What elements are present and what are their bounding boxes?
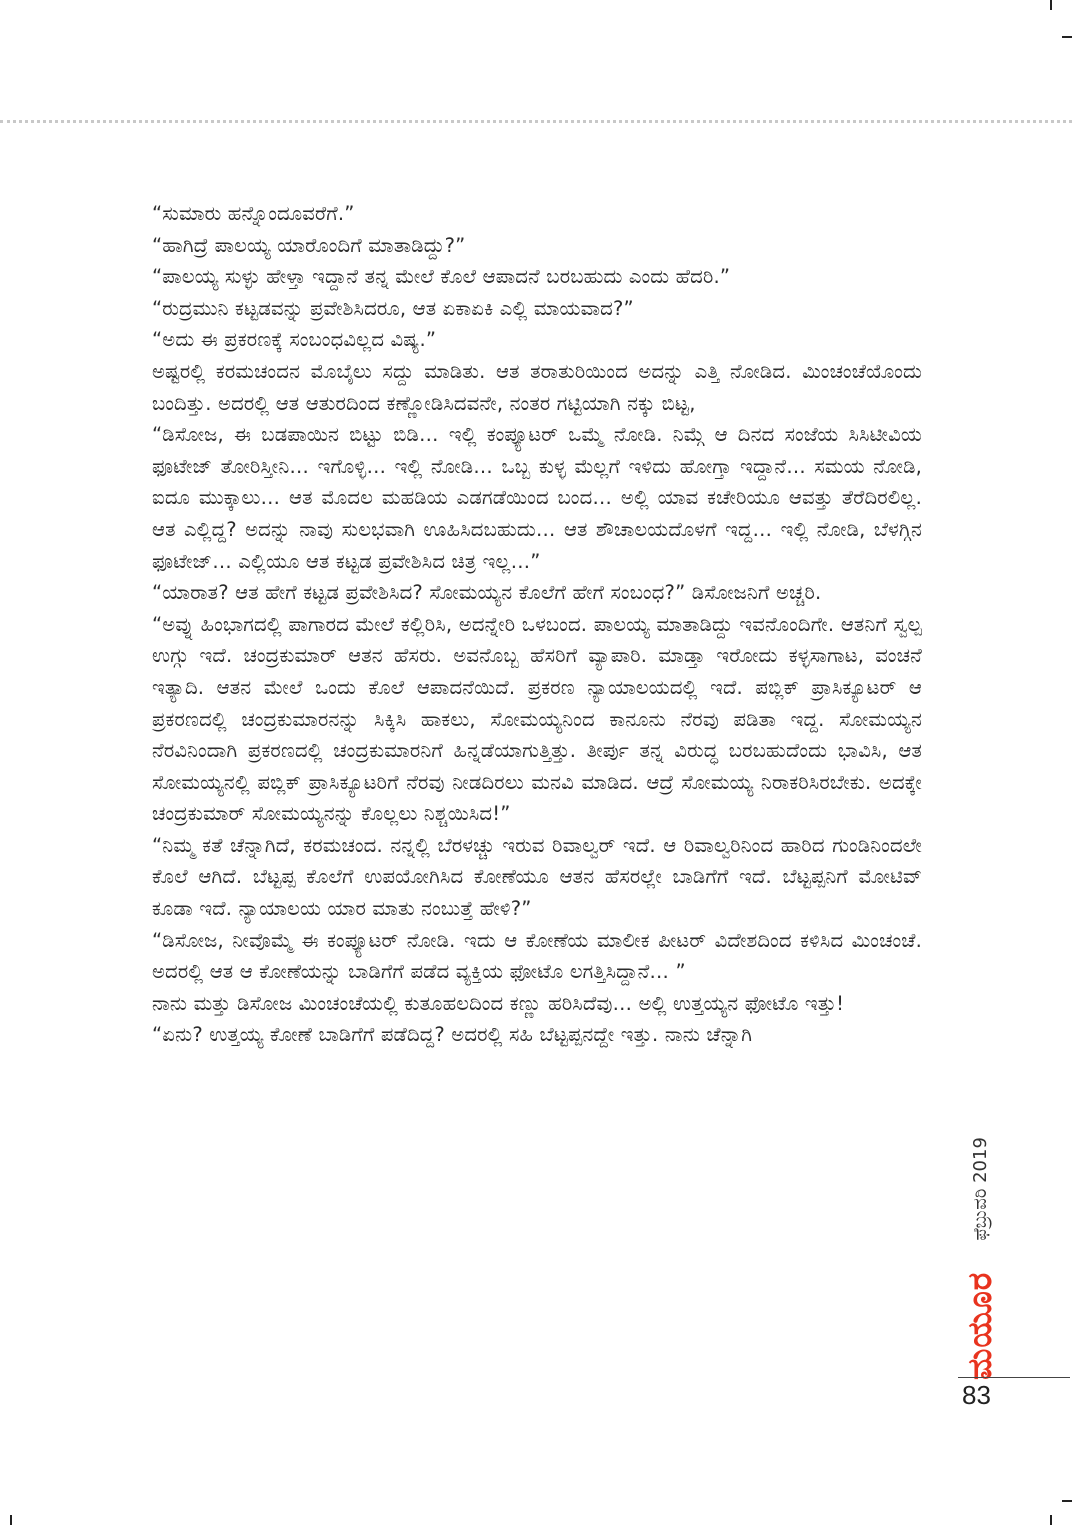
paragraph: “ರುದ್ರಮುನಿ ಕಟ್ಟಡವನ್ನು ಪ್ರವೇಶಿಸಿದರೂ, ಆತ ಏಕಾಏಕಿ ಎಲ್ಲಿ ಮಾಯವಾದ?” [152, 296, 634, 320]
paragraph: “ಡಿಸೋಜ, ನೀವೊಮ್ಮೆ ಈ ಕಂಪ್ಯೂಟರ್ ನೋಡಿ. ಇದು ಆ ಕೋಣೆಯ ಮಾಲೀಕ ಪೀಟರ್ ವಿದೇಶದಿಂದ ಕಳಿಸಿದ ಮಿಂಚಂಚೆ. ಅದರಲ್ಲಿ ಆತ ಆ ಕೋಣೆಯನ್ನು ಬಾಡಿಗೆಗೆ ಪಡೆದ ವ್ಯಕ್ತಿಯ ಫೋಟೊ ಲಗತ್ತಿಸಿದ್ದಾನೆ… ” [152, 928, 922, 984]
paragraph: “ಸುಮಾರು ಹನ್ನೊಂದೂವರೆಗೆ.” [152, 202, 355, 225]
crop-mark [1062, 1500, 1072, 1502]
running-header [960, 1137, 1000, 1380]
article-body [152, 198, 922, 1051]
paragraph: “ಹಾಗಿದ್ರೆ ಪಾಲಯ್ಯ ಯಾರೊಂದಿಗೆ ಮಾತಾಡಿದ್ದು?” [152, 233, 466, 257]
crop-mark [1050, 0, 1052, 10]
page-number: 83 [962, 1380, 991, 1410]
paragraph: “ಏನು? ಉತ್ತಯ್ಯ ಕೋಣೆ ಬಾಡಿಗೆಗೆ ಪಡೆದಿದ್ದ? ಅದರಲ್ಲಿ ಸಹಿ ಬೆಟ್ಟಪ್ಪನದ್ದೇ ಇತ್ತು. ನಾನು ಚೆನ್ನಾಗಿ [152, 1023, 753, 1047]
paragraph: “ಡಿಸೋಜ, ಈ ಬಡಪಾಯಿನ ಬಿಟ್ಟು ಬಿಡಿ… ಇಲ್ಲಿ ಕಂಪ್ಯೂಟರ್ ಒಮ್ಮೆ ನೋಡಿ. ನಿಮ್ಗೆ ಆ ದಿನದ ಸಂಜೆಯ ಸಿಸಿಟೀವಿಯ ಫೂಟೇಜ್ ತೋರಿಸ್ತೀನಿ… ಇಗೊಳ್ಳಿ… ಇಲ್ಲಿ ನೋಡಿ… ಒಬ್ಬ ಕುಳ್ಳ ಮೆಲ್ಲಗೆ ಇಳಿದು ಹೋಗ್ತಾ ಇದ್ದಾನೆ… ಸಮಯ ನೋಡಿ, ಐದೂ ಮುಕ್ಕಾಲು… ಆತ ಮೊದಲ ಮಹಡಿಯ ಎಡಗಡೆಯಿಂದ ಬಂದ… ಅಲ್ಲಿ ಯಾವ ಕಚೇರಿಯೂ ಆವತ್ತು ತೆರೆದಿರಲಿಲ್ಲ. ಆತ ಎಲ್ಲಿದ್ದ? ಅದನ್ನು ನಾವು ಸುಲಭವಾಗಿ ಊಹಿಸಿದಬಹುದು… ಆತ ಶೌಚಾಲಯದೊಳಗೆ ಇದ್ದ… ಇಲ್ಲಿ ನೋಡಿ, ಬೆಳಗ್ಗಿನ ಫೂಟೇಜ್… ಎಲ್ಲಿಯೂ ಆತ ಕಟ್ಟಡ ಪ್ರವೇಶಿಸಿದ ಚಿತ್ರ ಇಲ್ಲ…” [152, 423, 922, 573]
issue-date: ಫೆಬ್ರುವರಿ 2019 [969, 1137, 991, 1241]
paragraph: “ನಿಮ್ಮ ಕತೆ ಚೆನ್ನಾಗಿದೆ, ಕರಮಚಂದ. ನನ್ನಲ್ಲಿ ಬೆರಳಚ್ಚು ಇರುವ ರಿವಾಲ್ವರ್ ಇದೆ. ಆ ರಿವಾಲ್ವರಿನಿಂದ ಹಾರಿದ ಗುಂಡಿನಿಂದಲೇ ಕೊಲೆ ಆಗಿದೆ. ಬೆಟ್ಟಪ್ಪ ಕೊಲೆಗೆ ಉಪಯೋಗಿಸಿದ ಕೋಣೆಯೂ ಆತನ ಹೆಸರಲ್ಲೇ ಬಾಡಿಗೆಗೆ ಇದೆ. ಬೆಟ್ಟಪ್ಪನಿಗೆ ಮೋಟಿವ್ ಕೂಡಾ ಇದೆ. ನ್ಯಾಯಾಲಯ ಯಾರ ಮಾತು ನಂಬುತ್ತೆ ಹೇಳಿ?” [152, 833, 922, 921]
crop-mark [1062, 36, 1072, 38]
crop-mark [10, 1515, 12, 1525]
magazine-logo: ಮಯೂರ [960, 1271, 999, 1380]
paragraph: “ಯಾರಾತ? ಆತ ಹೇಗೆ ಕಟ್ಟಡ ಪ್ರವೇಶಿಸಿದ? ಸೋಮಯ್ಯನ ಕೊಲೆಗೆ ಹೇಗೆ ಸಂಬಂಧ?” ಡಿಸೋಜನಿಗೆ ಅಚ್ಚರಿ. [152, 581, 822, 605]
paragraph: ನಾನು ಮತ್ತು ಡಿಸೋಜ ಮಿಂಚಂಚೆಯಲ್ಲಿ ಕುತೂಹಲದಿಂದ ಕಣ್ಣು ಹರಿಸಿದೆವು… ಅಲ್ಲಿ ಉತ್ತಯ್ಯನ ಫೋಟೊ ಇತ್ತು! [152, 991, 845, 1015]
dotted-divider [0, 120, 1072, 123]
paragraph: “ಪಾಲಯ್ಯ ಸುಳ್ಳು ಹೇಳ್ತಾ ಇದ್ದಾನೆ ತನ್ನ ಮೇಲೆ ಕೊಲೆ ಆಪಾದನೆ ಬರಬಹುದು ಎಂದು ಹೆದರಿ.” [152, 265, 731, 289]
page-number-rule [958, 1377, 1070, 1378]
paragraph: ಅಷ್ಟರಲ್ಲಿ ಕರಮಚಂದನ ಮೊಬೈಲು ಸದ್ದು ಮಾಡಿತು. ಆತ ತರಾತುರಿಯಿಂದ ಅದನ್ನು ಎತ್ತಿ ನೋಡಿದ. ಮಿಂಚಂಚೆಯೊಂದು ಬಂದಿತ್ತು. ಅದರಲ್ಲಿ ಆತ ಆತುರದಿಂದ ಕಣ್ಣೋಡಿಸಿದವನೇ, ನಂತರ ಗಟ್ಟಿಯಾಗಿ ನಕ್ಕು ಬಿಟ್ಟ, [152, 359, 922, 415]
paragraph: “ಅವ್ನು ಹಿಂಭಾಗದಲ್ಲಿ ಪಾಗಾರದ ಮೇಲೆ ಕಲ್ಲಿರಿಸಿ, ಅದನ್ನೇರಿ ಒಳಬಂದ. ಪಾಲಯ್ಯ ಮಾತಾಡಿದ್ದು ಇವನೊಂದಿಗೇ. ಆತನಿಗೆ ಸ್ವಲ್ಪ ಉಗ್ಗು ಇದೆ. ಚಂದ್ರಕುಮಾರ್ ಆತನ ಹೆಸರು. ಅವನೊಬ್ಬ ಹೆಸರಿಗೆ ವ್ಯಾಪಾರಿ. ಮಾಡ್ತಾ ಇರೋದು ಕಳ್ಳಸಾಗಾಟ, ವಂಚನೆ ಇತ್ಯಾದಿ. ಆತನ ಮೇಲೆ ಒಂದು ಕೊಲೆ ಆಪಾದನೆಯಿದೆ. ಪ್ರಕರಣ ನ್ಯಾಯಾಲಯದಲ್ಲಿ ಇದೆ. ಪಬ್ಲಿಕ್ ಪ್ರಾಸಿಕ್ಯೂಟರ್ ಆ ಪ್ರಕರಣದಲ್ಲಿ ಚಂದ್ರಕುಮಾರನನ್ನು ಸಿಕ್ಕಿಸಿ ಹಾಕಲು, ಸೋಮಯ್ಯನಿಂದ ಕಾನೂನು ನೆರವು ಪಡಿತಾ ಇದ್ದ. ಸೋಮಯ್ಯನ ನೆರವಿನಿಂದಾಗಿ ಪ್ರಕರಣದಲ್ಲಿ ಚಂದ್ರಕುಮಾರನಿಗೆ ಹಿನ್ನಡೆಯಾಗುತ್ತಿತ್ತು. ತೀರ್ಪು ತನ್ನ ವಿರುದ್ಧ ಬರಬಹುದೆಂದು ಭಾವಿಸಿ, ಆತ ಸೋಮಯ್ಯನಲ್ಲಿ ಪಬ್ಲಿಕ್ ಪ್ರಾಸಿಕ್ಯೂಟರಿಗೆ ನೆರವು ನೀಡದಿರಲು ಮನವಿ ಮಾಡಿದ. ಆದ್ರೆ ಸೋಮಯ್ಯ ನಿರಾಕರಿಸಿರಬೇಕು. ಅದಕ್ಕೇ ಚಂದ್ರಕುಮಾರ್ ಸೋಮಯ್ಯನನ್ನು ಕೊಲ್ಲಲು ನಿಶ್ಚಯಿಸಿದ!” [152, 612, 922, 826]
paragraph: “ಅದು ಈ ಪ್ರಕರಣಕ್ಕೆ ಸಂಬಂಧವಿಲ್ಲದ ವಿಷ್ಯ.” [152, 328, 437, 352]
crop-mark [1050, 1515, 1052, 1525]
page-sidebar [956, 1060, 999, 1380]
